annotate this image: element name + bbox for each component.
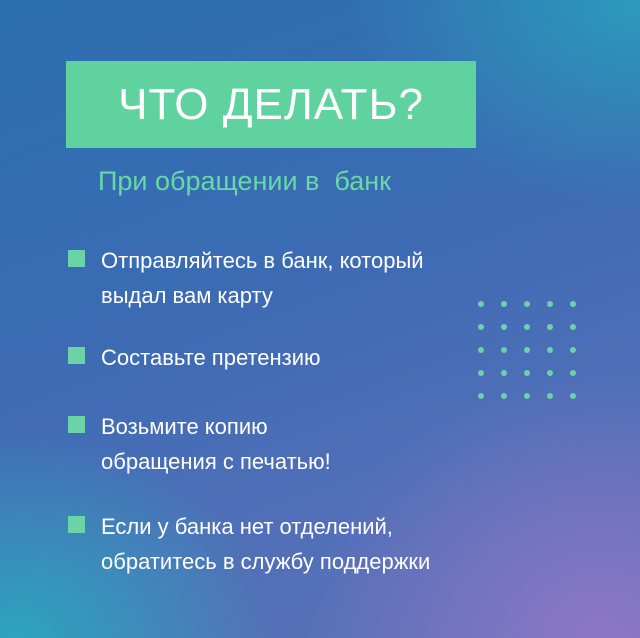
list-item-text: Отправляйтесь в банк, который выдал вам карту xyxy=(101,248,424,308)
list-item xyxy=(68,409,331,479)
page-title: ЧТО ДЕЛАТЬ? xyxy=(118,79,424,129)
list-item-text: Возьмите копию обращения с печатью! xyxy=(101,414,331,474)
page-subtitle: При обращении в банк xyxy=(98,166,391,196)
list-item-text: Составьте претензию xyxy=(101,345,321,370)
list-item xyxy=(68,243,424,313)
list-item-text: Если у банка нет отделений, обратитесь в службу поддержки xyxy=(101,514,431,574)
dot-grid-icon xyxy=(478,301,578,401)
list-item xyxy=(68,340,321,375)
square-bullet-icon xyxy=(68,347,85,364)
square-bullet-icon xyxy=(68,516,85,533)
title-banner xyxy=(66,61,476,148)
list-item xyxy=(68,509,430,579)
square-bullet-icon xyxy=(68,416,85,433)
square-bullet-icon xyxy=(68,250,85,267)
